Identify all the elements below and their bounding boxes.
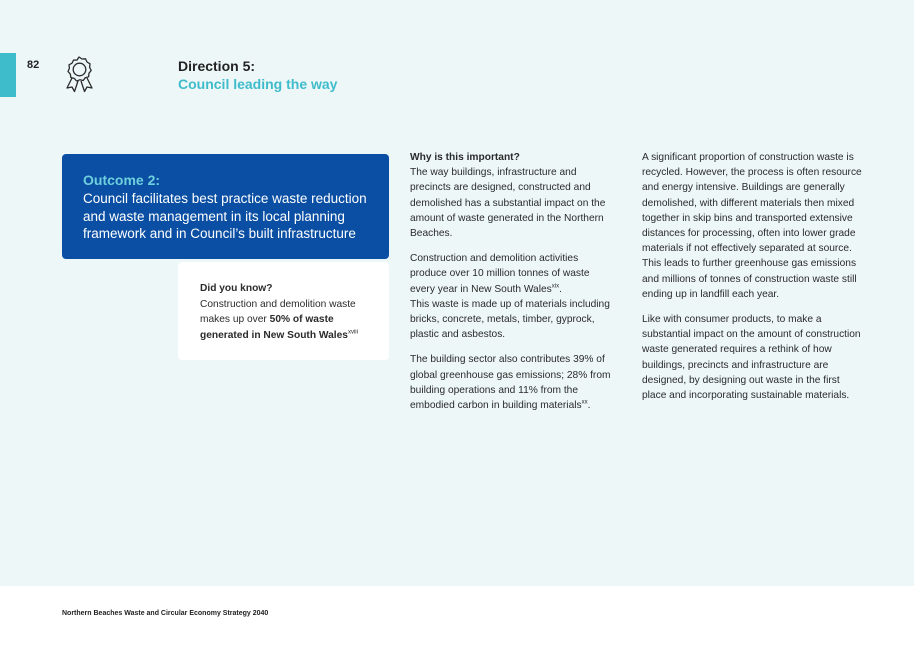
outcome-text: Council facilitates best practice waste reduction and waste management in its local planning framework and in Council’s built infrastructure	[83, 191, 367, 241]
did-you-know-highlight: 50% of waste generated in New South Wales	[200, 314, 348, 341]
section-heading: Why is this important?	[410, 152, 520, 163]
text-column-1: Why is this important? The way buildings, infrastructure and precincts are designed, constructed and demolished has a substantial impact on the amount of waste generated in the Northern Beaches. Construction and demolition activities produce over 10 million tonnes of waste every year in New South Wales$^{xix}$. This waste is made up of materials including bricks, concrete, metals, timber, gyprock, plastic and asbestos. The building sector also contributes 39% of global greenhouse gas emissions; 28% from building operations and 11% from the embodied carbon in building materials$^{xx}$.	[410, 152, 611, 412]
column1-paragraph-2a: Construction and demolition activities produce over 10 million tonnes of waste every year in New South Wales	[410, 253, 590, 295]
column1-paragraph-1: The way buildings, infrastructure and precincts are designed, constructed and demolished has a substantial impact on the amount of waste generated in the Northern Beaches.	[410, 167, 606, 240]
reference-xx: xx	[581, 399, 588, 406]
did-you-know-title: Did you know?	[200, 283, 273, 294]
outcome-box	[62, 154, 389, 259]
direction-title: Direction 5:	[178, 58, 256, 74]
text-column-2	[642, 150, 862, 413]
did-you-know-reference: xviii	[347, 329, 358, 336]
column1-paragraph-2b: This waste is made up of materials including bricks, concrete, metals, timber, gyprock, plastic and asbestos.	[410, 298, 610, 341]
document-footer: Northern Beaches Waste and Circular Economy Strategy 2040	[62, 610, 269, 617]
column1-paragraph-3: The building sector also contributes 39% of global greenhouse gas emissions; 28% from building operations and 11% from the embodied carbon in building materials	[410, 354, 611, 412]
column2-paragraph-2: This leads to further greenhouse gas emissions and millions of tonnes of construction waste still ending up in landfill each year.	[642, 258, 857, 300]
page-accent-tab	[0, 53, 16, 97]
direction-subtitle: Council leading the way	[178, 76, 338, 92]
column2-paragraph-3: Like with consumer products, to make a substantial impact on the amount of construction waste generated requires a rethink of how buildings, precincts and infrastructure are designed, by designing out waste in the first place and incorporating sustainable materials.	[642, 314, 861, 402]
did-you-know-text-start: Construction and demolition waste makes up over	[200, 298, 356, 325]
award-ribbon-icon	[63, 55, 95, 95]
did-you-know-box	[178, 262, 389, 360]
reference-xix: xix	[551, 283, 560, 290]
page-number: 82	[27, 59, 40, 71]
did-you-know-text	[200, 297, 379, 344]
outcome-label: Outcome 2:	[83, 172, 161, 188]
column2-paragraph-1: A significant proportion of construction waste is recycled. However, the process is often resource and energy intensive. Buildings are generally demolished, with different materials then mixed together in skip bins and transported extensive distances for processing, often into lower grade materials if not effectively separated at source.	[642, 152, 862, 255]
